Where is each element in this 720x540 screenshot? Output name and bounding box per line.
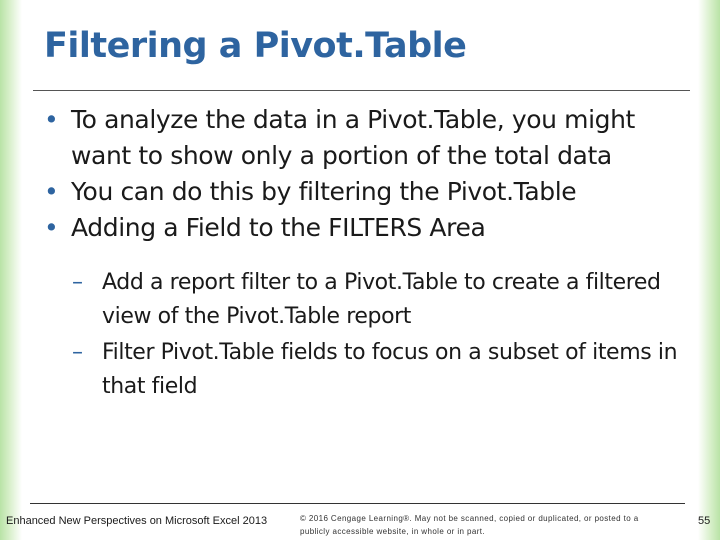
- footer-book-title: Enhanced New Perspectives on Microsoft Excel 2013: [6, 515, 268, 527]
- title-divider: [33, 90, 690, 91]
- bullet-item: [44, 174, 684, 210]
- sub-bullet-text: Add a report filter to a Pivot.Table to create a filtered view of the Pivot.Table report: [102, 270, 661, 329]
- bullet-item: [44, 102, 684, 174]
- page-number: 55: [698, 515, 711, 527]
- bullet-marker: •: [44, 105, 59, 134]
- sub-bullet-item: [44, 266, 684, 334]
- sub-bullet-item: [44, 336, 684, 404]
- sub-bullet-list: [44, 266, 684, 404]
- left-decorative-band: [0, 0, 22, 540]
- bullet-item: [44, 210, 684, 246]
- bullet-marker: •: [44, 177, 59, 206]
- bullet-text: To analyze the data in a Pivot.Table, you might want to show only a portion of the total data: [71, 105, 635, 170]
- bullet-marker: •: [44, 213, 59, 242]
- sub-bullet-text: Filter Pivot.Table fields to focus on a subset of items in that field: [102, 340, 678, 399]
- bullet-text: You can do this by filtering the Pivot.Table: [71, 177, 577, 206]
- slide-body: [44, 102, 684, 404]
- right-decorative-band: [698, 0, 720, 540]
- sub-bullet-marker: –: [72, 340, 83, 365]
- footer-divider: [30, 503, 685, 504]
- slide-title: Filtering a Pivot.Table: [44, 26, 467, 66]
- footer-copyright: © 2016 Cengage Learning®. May not be scanned, copied or duplicated, or posted to a publicly accessible website, in whole or in part.: [300, 514, 639, 536]
- bullet-text: Adding a Field to the FILTERS Area: [71, 213, 486, 242]
- sub-bullet-marker: –: [72, 270, 83, 295]
